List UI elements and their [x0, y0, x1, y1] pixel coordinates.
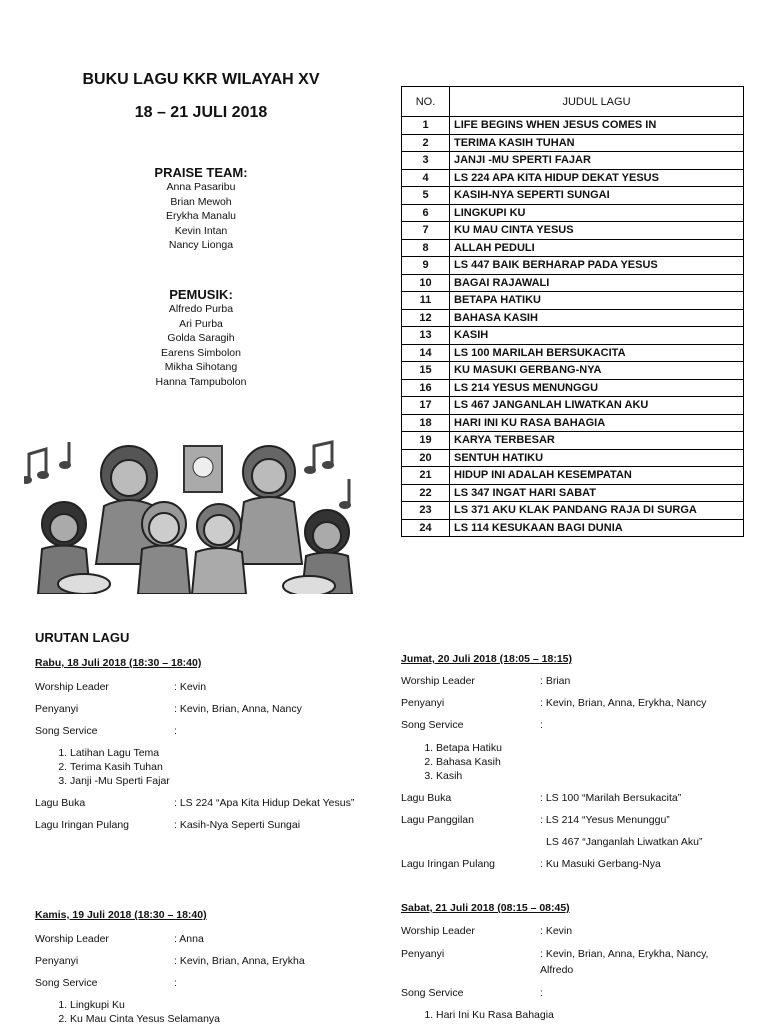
list-item: 1. Hari Ini Ku Rasa Bahagia: [436, 1008, 736, 1022]
value: : LS 214 “Yesus Menunggu”: [540, 814, 670, 826]
song-number: 18: [402, 414, 450, 432]
table-row: [402, 152, 744, 170]
label: Lagu Panggilan: [401, 814, 474, 826]
sabat-song-list: [401, 1008, 736, 1022]
song-title: KARYA TERBESAR: [450, 432, 744, 450]
jumat-call-row-2: [401, 836, 741, 850]
value: : Kevin: [540, 925, 573, 937]
jumat-song-list: [401, 741, 736, 783]
label: Penyanyi: [401, 697, 445, 709]
table-row: [402, 484, 744, 502]
song-number: 19: [402, 432, 450, 450]
song-title: LS 114 KESUKAAN BAGI DUNIA: [450, 519, 744, 537]
song-number: 11: [402, 292, 450, 310]
label: Song Service: [35, 725, 98, 737]
value: : Kevin, Brian, Anna, Erykha, Nancy,: [540, 948, 709, 960]
song-number: 21: [402, 467, 450, 485]
value: Alfredo: [540, 964, 574, 976]
song-title: LS 447 BAIK BERHARAP PADA YESUS: [450, 257, 744, 275]
value: : LS 224 “Apa Kita Hidup Dekat Yesus”: [174, 797, 355, 809]
jumat-service-row: [401, 719, 741, 733]
document-title: BUKU LAGU KKR WILAYAH XV: [82, 71, 320, 88]
sabat-day-heading: Sabat, 21 Juli 2018 (08:15 – 08:45): [401, 902, 570, 914]
label: Lagu Iringan Pulang: [401, 858, 495, 870]
list-item: 3. Janji -Mu Sperti Fajar: [70, 774, 370, 788]
song-title: TERIMA KASIH TUHAN: [450, 134, 744, 152]
song-number: 2: [402, 134, 450, 152]
rabu-singers-row: [35, 703, 375, 717]
song-number: 3: [402, 152, 450, 170]
table-row: [402, 309, 744, 327]
rabu-day-heading: Rabu, 18 Juli 2018 (18:30 – 18:40): [35, 657, 202, 669]
table-row: [402, 187, 744, 205]
song-number: 10: [402, 274, 450, 292]
praise-team-member: Anna Pasaribu: [166, 181, 236, 193]
musician-member: Hanna Tampubolon: [155, 375, 247, 388]
jumat-closing-row: [401, 858, 741, 872]
song-title: LS 100 MARILAH BERSUKACITA: [450, 344, 744, 362]
song-number: 14: [402, 344, 450, 362]
song-title: LS 224 APA KITA HIDUP DEKAT YESUS: [450, 169, 744, 187]
kamis-singers-row: [35, 955, 375, 969]
song-number: 8: [402, 239, 450, 257]
song-title: HARI INI KU RASA BAHAGIA: [450, 414, 744, 432]
song-title: KU MASUKI GERBANG-NYA: [450, 362, 744, 380]
praise-team-member: Erykha Manalu: [165, 210, 237, 222]
song-number: 7: [402, 222, 450, 240]
song-list-table: [401, 86, 744, 537]
song-title: HIDUP INI ADALAH KESEMPATAN: [450, 467, 744, 485]
jumat-call-row: [401, 814, 741, 828]
song-title: LS 347 INGAT HARI SABAT: [450, 484, 744, 502]
musicians-list: [121, 302, 281, 389]
label: Song Service: [401, 987, 464, 999]
list-item: 2. Ku Mau Cinta Yesus Selamanya: [70, 1012, 370, 1026]
praise-team-member: Kevin Intan: [174, 224, 228, 237]
order-heading: URUTAN LAGU: [35, 630, 130, 645]
praise-team-member: Nancy Lionga: [168, 239, 234, 251]
label: Penyanyi: [401, 948, 445, 960]
table-row: [402, 449, 744, 467]
illustration-svg: [24, 434, 366, 594]
value: LS 467 “Janganlah Liwatkan Aku”: [546, 836, 703, 848]
song-title: LINGKUPI KU: [450, 204, 744, 222]
table-row: [402, 467, 744, 485]
musician-member: Mikha Sihotang: [164, 361, 238, 373]
table-row: [402, 414, 744, 432]
table-row: [402, 327, 744, 345]
kamis-day-heading: Kamis, 19 Juli 2018 (18:30 – 18:40): [35, 909, 207, 921]
song-number: 22: [402, 484, 450, 502]
song-title: LS 467 JANGANLAH LIWATKAN AKU: [450, 397, 744, 415]
value: : Kasih-Nya Seperti Sungai: [174, 819, 301, 831]
musician-member: Ari Purba: [179, 317, 223, 330]
label: Song Service: [401, 719, 464, 731]
value: : Brian: [540, 675, 571, 687]
song-number: 5: [402, 187, 450, 205]
musician-member: Earens Simbolon: [161, 346, 241, 359]
table-row: [402, 204, 744, 222]
table-row: [402, 432, 744, 450]
label: Worship Leader: [401, 925, 475, 937]
sabat-singers-row: [401, 948, 741, 962]
sabat-wl-row: [401, 925, 741, 939]
list-item: 2. Terima Kasih Tuhan: [70, 760, 370, 774]
rabu-wl-row: [35, 681, 375, 695]
label: Song Service: [35, 977, 98, 989]
table-row: [402, 117, 744, 135]
praise-team-list: [121, 180, 281, 253]
table-row: [402, 397, 744, 415]
song-number: 23: [402, 502, 450, 520]
value: : Anna: [174, 933, 204, 945]
song-number: 1: [402, 117, 450, 135]
song-number: 6: [402, 204, 450, 222]
musician-member: Golda Saragih: [167, 332, 235, 344]
song-title: SENTUH HATIKU: [450, 449, 744, 467]
song-title: LIFE BEGINS WHEN JESUS COMES IN: [450, 117, 744, 135]
song-number: 20: [402, 449, 450, 467]
rabu-closing-row: [35, 819, 375, 833]
list-item: 3. Kasih: [436, 769, 736, 783]
song-number: 15: [402, 362, 450, 380]
jumat-opening-row: [401, 792, 741, 806]
praise-team-heading: PRAISE TEAM:: [154, 165, 248, 180]
value: : Kevin, Brian, Anna, Nancy: [174, 703, 302, 715]
song-title: KASIH: [450, 327, 744, 345]
jumat-singers-row: [401, 697, 741, 711]
value: : Ku Masuki Gerbang-Nya: [540, 858, 661, 870]
song-title: JANJI -MU SPERTI FAJAR: [450, 152, 744, 170]
label: Penyanyi: [35, 703, 79, 715]
jumat-day-heading: Jumat, 20 Juli 2018 (18:05 – 18:15): [401, 653, 573, 665]
label: Worship Leader: [401, 675, 475, 687]
table-row: [402, 134, 744, 152]
praise-team-member: Brian Mewoh: [170, 195, 232, 208]
sabat-singers-row-2: [401, 964, 741, 978]
song-number: 24: [402, 519, 450, 537]
rabu-song-list: [35, 746, 370, 788]
table-header-row: [402, 87, 744, 117]
label: Worship Leader: [35, 681, 109, 693]
list-item: 1. Betapa Hatiku: [436, 741, 736, 755]
table-row: [402, 502, 744, 520]
value: :: [540, 987, 543, 999]
rabu-service-row: [35, 725, 375, 739]
label: Penyanyi: [35, 955, 79, 967]
rabu-opening-row: [35, 797, 375, 811]
table-row: [402, 519, 744, 537]
song-title: BAHASA KASIH: [450, 309, 744, 327]
list-item: 1. Latihan Lagu Tema: [70, 746, 370, 760]
song-title: KASIH-NYA SEPERTI SUNGAI: [450, 187, 744, 205]
song-title: LS 371 AKU KLAK PANDANG RAJA DI SURGA: [450, 502, 744, 520]
kamis-service-row: [35, 977, 375, 991]
value: : Kevin, Brian, Anna, Erykha, Nancy: [540, 697, 707, 709]
table-row: [402, 239, 744, 257]
song-title: KU MAU CINTA YESUS: [450, 222, 744, 240]
kamis-song-list: [35, 998, 370, 1026]
table-row: [402, 344, 744, 362]
list-item: 2. Bahasa Kasih: [436, 755, 736, 769]
column-header-title: JUDUL LAGU: [450, 87, 744, 117]
children-music-band-illustration: [24, 434, 366, 594]
value: :: [174, 725, 177, 737]
sabat-service-row: [401, 987, 741, 1001]
value: : Kevin: [174, 681, 207, 693]
label: Lagu Buka: [35, 797, 86, 809]
label: Lagu Buka: [401, 792, 452, 804]
song-number: 17: [402, 397, 450, 415]
table-row: [402, 292, 744, 310]
song-number: 4: [402, 169, 450, 187]
song-title: BETAPA HATIKU: [450, 292, 744, 310]
value: : Kevin, Brian, Anna, Erykha: [174, 955, 305, 967]
table-row: [402, 257, 744, 275]
song-title: LS 214 YESUS MENUNGGU: [450, 379, 744, 397]
song-title: ALLAH PEDULI: [450, 239, 744, 257]
label: Lagu Iringan Pulang: [35, 819, 129, 831]
song-number: 9: [402, 257, 450, 275]
song-rows: [402, 117, 744, 537]
song-number: 13: [402, 327, 450, 345]
kamis-wl-row: [35, 933, 375, 947]
event-dates: 18 – 21 JULI 2018: [134, 104, 268, 121]
song-list-table-wrapper: [401, 86, 744, 537]
column-header-no: NO.: [402, 87, 450, 117]
table-row: [402, 379, 744, 397]
jumat-wl-row: [401, 675, 741, 689]
value: :: [540, 719, 543, 731]
list-item: 1. Lingkupi Ku: [70, 998, 370, 1012]
table-row: [402, 362, 744, 380]
table-row: [402, 222, 744, 240]
song-number: 12: [402, 309, 450, 327]
praise-team-block: [121, 165, 281, 253]
table-row: [402, 169, 744, 187]
musicians-block: [121, 287, 281, 389]
label: Worship Leader: [35, 933, 109, 945]
musicians-heading: PEMUSIK:: [169, 287, 233, 302]
table-row: [402, 274, 744, 292]
value: : LS 100 “Marilah Bersukacita”: [540, 792, 682, 804]
song-number: 16: [402, 379, 450, 397]
song-title: BAGAI RAJAWALI: [450, 274, 744, 292]
value: :: [174, 977, 177, 989]
musician-member: Alfredo Purba: [168, 303, 234, 315]
